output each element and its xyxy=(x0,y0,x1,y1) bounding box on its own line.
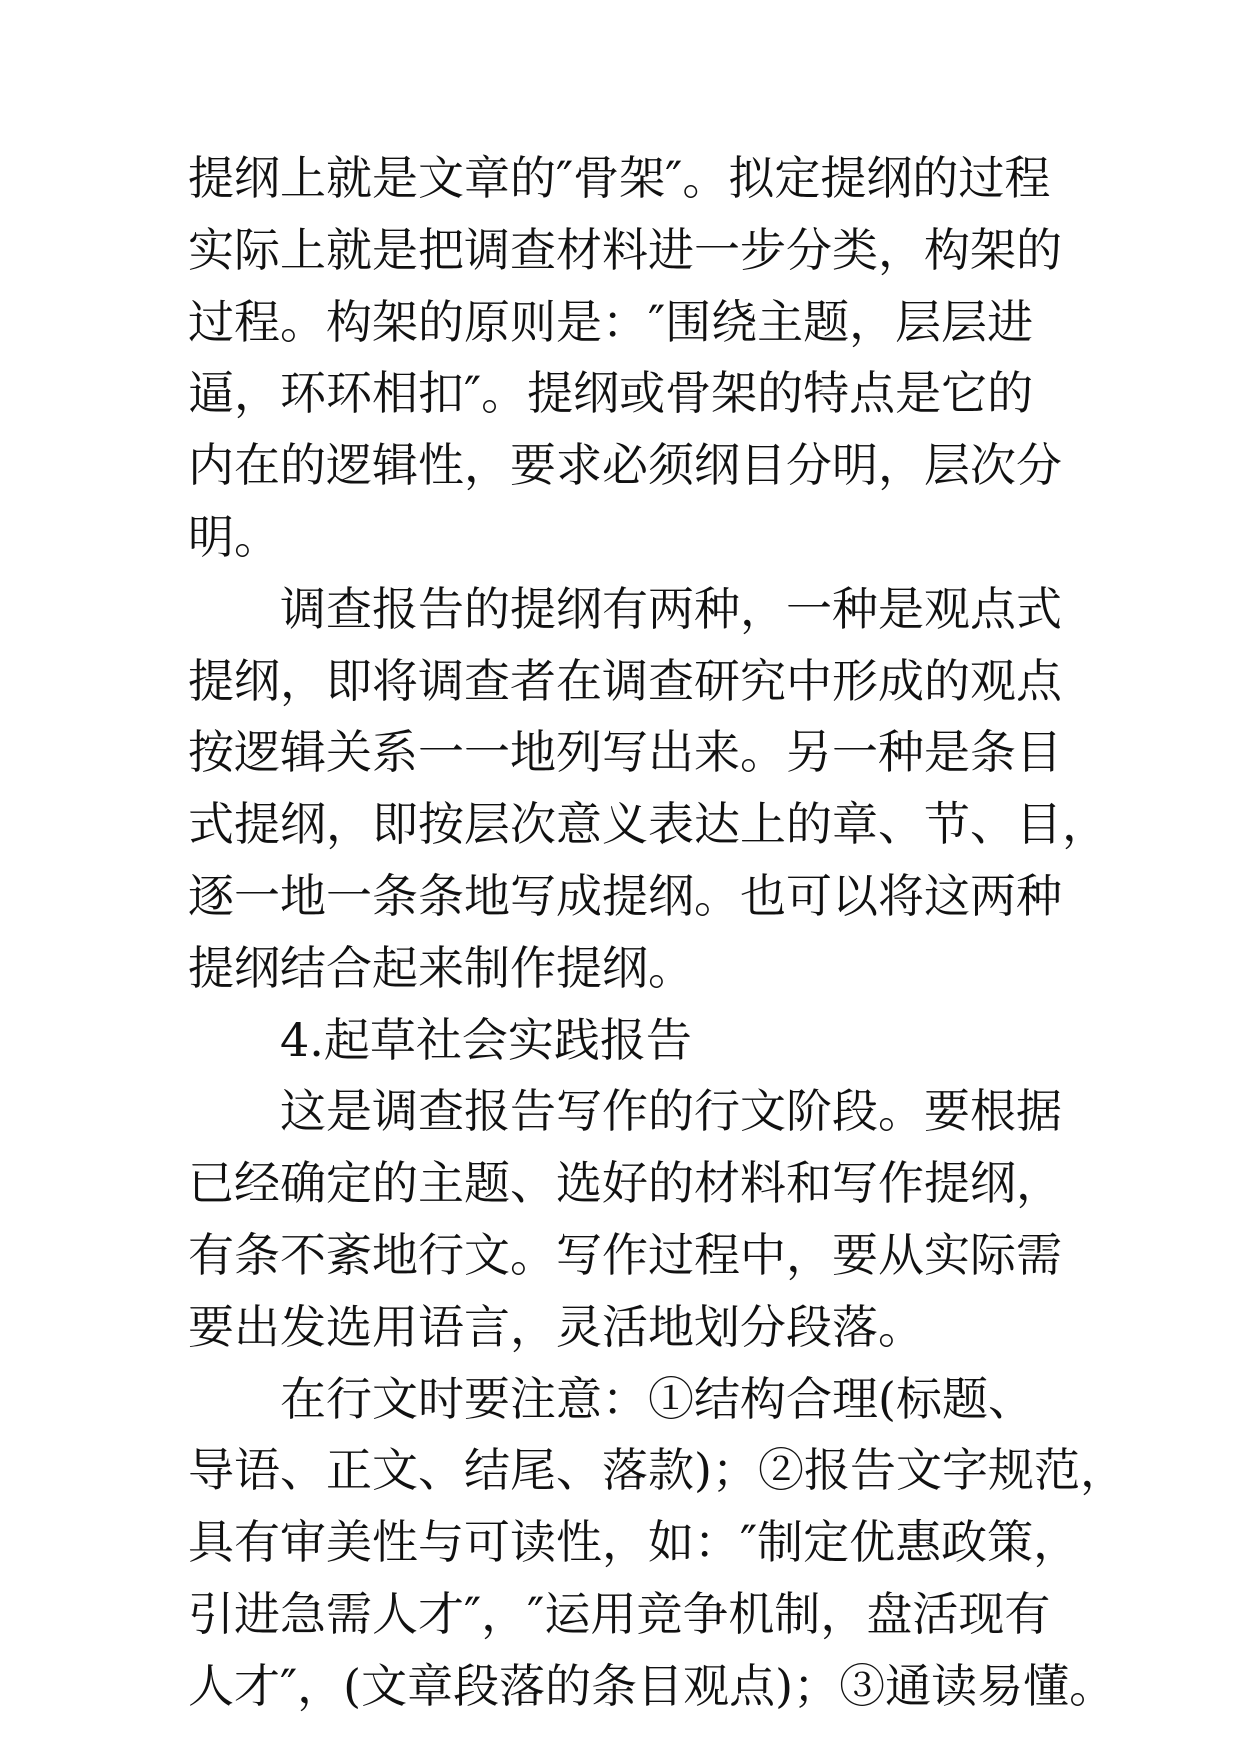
text-line-1: 提纲上就是文章的″骨架″。拟定提纲的过程 xyxy=(188,151,1051,205)
text-line-18: 在行文时要注意：①结构合理(标题、 xyxy=(188,1371,1034,1426)
text-line-12: 提纲结合起来制作提纲。 xyxy=(188,940,694,995)
text-line-9: 按逻辑关系一一地列写出来。另一种是条目 xyxy=(188,725,1062,780)
text-line-4: 逼，环环相扣″。提纲或骨架的特点是它的 xyxy=(188,366,1034,421)
text-line-17: 要出发选用语言，灵活地划分段落。 xyxy=(188,1299,924,1354)
text-line-3: 过程。构架的原则是：″围绕主题，层层进 xyxy=(188,294,1034,349)
text-line-11: 逐一地一条条地写成提纲。也可以将这两种 xyxy=(188,868,1062,923)
text-line-16: 有条不紊地行文。写作过程中，要从实际需 xyxy=(188,1227,1062,1282)
text-line-10: 式提纲，即按层次意义表达上的章、节、目， xyxy=(188,797,1108,852)
text-line-15: 已经确定的主题、选好的材料和写作提纲， xyxy=(188,1156,1062,1211)
text-line-19: 导语、正文、结尾、落款)；②报告文字规范， xyxy=(188,1443,1126,1498)
text-line-22: 人才″，(文章段落的条目观点)；③通读易懂。 xyxy=(188,1658,1116,1713)
text-line-20: 具有审美性与可读性，如：″制定优惠政策， xyxy=(188,1515,1080,1570)
body-text xyxy=(188,143,1126,1723)
text-line-2: 实际上就是把调查材料进一步分类，构架的 xyxy=(188,222,1062,277)
text-line-21: 引进急需人才″，″运用竞争机制，盘活现有 xyxy=(188,1586,1051,1641)
text-line-5: 内在的逻辑性，要求必须纲目分明，层次分 xyxy=(188,438,1062,493)
text-line-8: 提纲，即将调查者在调查研究中形成的观点 xyxy=(188,653,1062,708)
section-heading: 4.起草社会实践报告 xyxy=(188,1012,692,1067)
text-line-6: 明。 xyxy=(188,509,280,564)
text-line-14: 这是调查报告写作的行文阶段。要根据 xyxy=(188,1084,1062,1139)
text-line-7: 调查报告的提纲有两种，一种是观点式 xyxy=(188,581,1062,636)
